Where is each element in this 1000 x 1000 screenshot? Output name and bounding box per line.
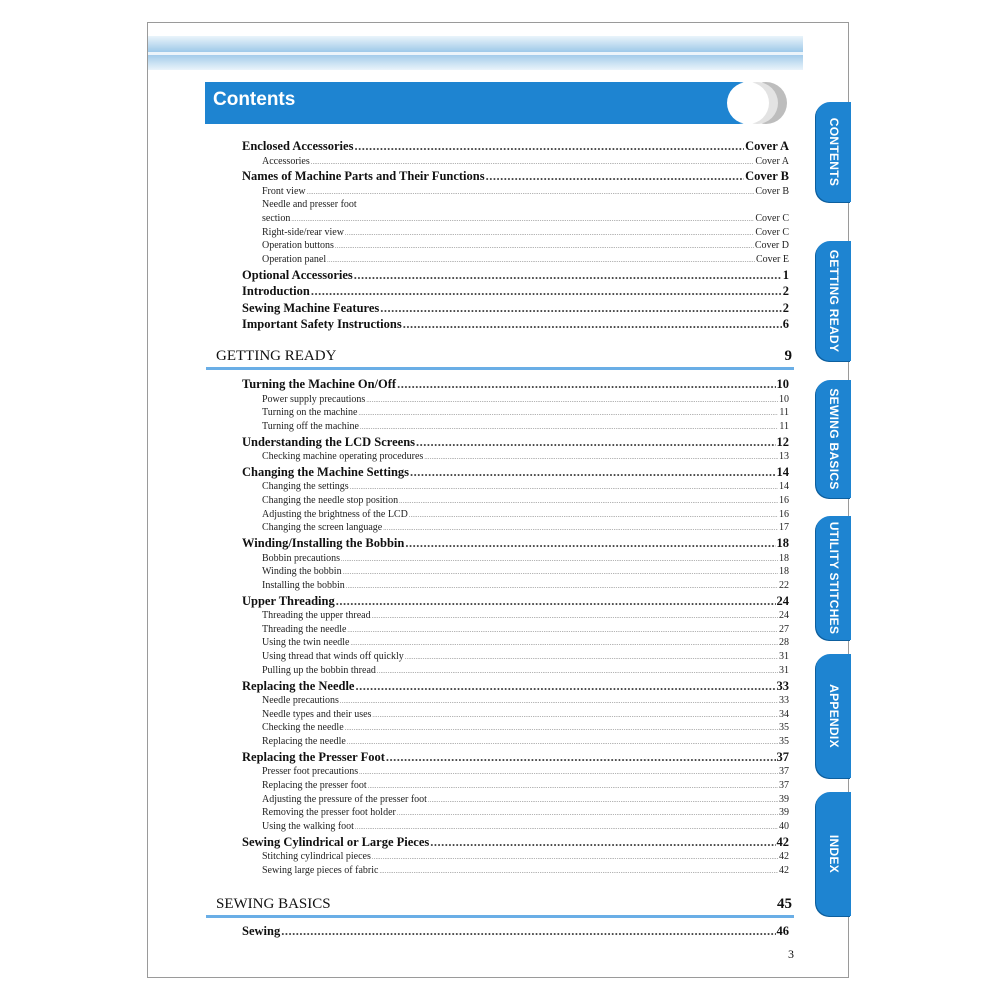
toc-subentry[interactable] [242, 735, 789, 749]
toc-entry-title: Important Safety Instructions [242, 317, 402, 332]
toc-intro-list [242, 138, 789, 333]
toc-entry-title: Winding the bobbin [262, 566, 342, 578]
toc-entry-title: Names of Machine Parts and Their Functions [242, 169, 485, 184]
toc-entry-title: Adjusting the brightness of the LCD [262, 508, 408, 520]
dot-leader [358, 408, 778, 420]
toc-entry-page: 13 [779, 451, 789, 463]
toc-entry-title: Threading the upper thread [262, 610, 371, 622]
toc-entry-page: Cover E [755, 254, 789, 266]
toc-entry-title: Checking the needle [262, 722, 344, 734]
dot-leader [345, 723, 778, 735]
dot-leader [486, 168, 745, 185]
toc-entry-page: 16 [779, 508, 789, 520]
toc-entry-title: Needle and presser foot [262, 199, 357, 211]
toc-subentry[interactable] [242, 494, 789, 508]
toc-entry-page: 39 [779, 793, 789, 805]
toc-entry[interactable] [242, 593, 789, 610]
toc-subentry[interactable] [242, 226, 789, 240]
toc-entry[interactable] [242, 138, 789, 155]
toc-subentry[interactable] [242, 721, 789, 735]
toc-entry-title: Front view [262, 185, 306, 197]
toc-subentry[interactable] [242, 480, 789, 494]
dot-leader [359, 767, 778, 779]
toc-subentry[interactable] [242, 779, 789, 793]
tab-sewing-basics[interactable] [816, 380, 851, 498]
toc-entry-page: 11 [779, 407, 789, 419]
toc-entry-title: Turning on the machine [262, 407, 358, 419]
toc-entry-title: Turning off the machine [262, 420, 359, 432]
dot-leader [383, 523, 778, 535]
toc-entry-page: 1 [782, 267, 789, 282]
toc-entry-title: Removing the presser foot holder [262, 807, 396, 819]
toc-entry-title: Changing the needle stop position [262, 494, 399, 506]
toc-subentry[interactable] [242, 552, 789, 566]
dot-leader [327, 255, 755, 267]
dot-leader [345, 228, 754, 240]
dot-leader [368, 781, 778, 793]
dot-leader [405, 652, 778, 664]
dot-leader [377, 666, 778, 678]
toc-subentry[interactable] [242, 579, 789, 593]
toc-entry-title: Enclosed Accessories [242, 139, 354, 153]
toc-entry-page: 22 [779, 579, 789, 591]
dot-leader [399, 496, 778, 508]
tab-label: SEWING BASICS [826, 388, 841, 490]
section-rule [206, 367, 794, 370]
dot-leader [340, 696, 778, 708]
toc-subentry[interactable] [242, 508, 789, 522]
toc-subentry[interactable] [242, 239, 789, 253]
dot-leader [410, 464, 775, 481]
toc-entry-title: Sewing Machine Features [242, 300, 380, 315]
contents-header-bar [205, 82, 760, 124]
toc-entry-title: Needle types and their uses [262, 708, 372, 720]
page-number: 3 [788, 947, 794, 961]
toc-entry-page: 14 [779, 481, 789, 493]
toc-entry-page: 24 [779, 610, 789, 622]
toc-subentry[interactable] [242, 650, 789, 664]
toc-entry-title: Turning the Machine On/Off [242, 377, 397, 391]
dot-leader [311, 283, 782, 300]
toc-entry-title: Sewing large pieces of fabric [262, 864, 379, 876]
tab-utility-stitches[interactable] [816, 516, 851, 640]
toc-entry-page: 27 [779, 623, 789, 635]
toc-entry-title: Sewing Cylindrical or Large Pieces [242, 834, 430, 849]
toc-entry-page: 37 [779, 766, 789, 778]
toc-entry-title: Power supply precautions [262, 393, 366, 405]
dot-leader [380, 300, 781, 317]
dot-leader [341, 554, 778, 566]
toc-entry-page: 37 [776, 749, 789, 764]
toc-entry-title: Changing the Machine Settings [242, 464, 410, 479]
toc-entry-title: Right-side/rear view [262, 226, 344, 238]
toc-entry[interactable] [242, 749, 789, 766]
dot-leader [405, 535, 775, 552]
decorative-header-band [148, 36, 803, 70]
toc-subentry[interactable] [242, 864, 789, 878]
toc-entry-page: 33 [779, 695, 789, 706]
toc-entry-page: 14 [776, 464, 789, 479]
dot-leader [355, 822, 778, 834]
toc-entry-page: Cover C [755, 226, 789, 238]
toc-subentry[interactable] [242, 521, 789, 535]
toc-subentry[interactable] [242, 636, 789, 650]
dot-leader [291, 214, 754, 226]
toc-subentry[interactable] [242, 198, 789, 212]
toc-entry-page: 18 [779, 552, 789, 564]
dot-leader [386, 749, 776, 766]
toc-entry-page: Cover B [755, 185, 789, 197]
toc-entry-page: 37 [779, 779, 789, 791]
toc-entry-title: section [262, 213, 291, 225]
dot-leader [397, 808, 778, 820]
toc-entry[interactable] [242, 464, 789, 481]
tab-index[interactable] [816, 792, 851, 916]
toc-entry-page: 18 [776, 536, 789, 550]
section-page: 45 [777, 896, 792, 912]
toc-entry-page: 34 [779, 708, 789, 720]
dot-leader [430, 834, 775, 851]
toc-entry-title: Understanding the LCD Screens [242, 434, 416, 449]
toc-entry-title: Using the walking foot [262, 821, 354, 832]
toc-subentry[interactable] [242, 212, 789, 226]
toc-entry-page: Cover D [754, 240, 789, 252]
dot-leader [416, 434, 775, 451]
toc-subentry[interactable] [242, 450, 789, 464]
dot-leader [372, 611, 778, 623]
tab-label: APPENDIX [826, 684, 841, 748]
toc-entry-title: Replacing the presser foot [262, 779, 367, 791]
toc-subentry[interactable] [242, 820, 789, 834]
toc-entry-title: Replacing the Presser Foot [242, 749, 385, 764]
dot-leader [307, 187, 755, 199]
dot-leader [366, 395, 778, 407]
dot-leader [311, 157, 755, 169]
tab-label: UTILITY STITCHES [826, 521, 841, 635]
dot-leader [409, 510, 778, 522]
dot-leader [379, 866, 778, 878]
toc-entry-page: 33 [776, 678, 789, 693]
toc-entry-page: 2 [782, 300, 789, 315]
page-title: Contents [213, 89, 296, 110]
toc-entry-page: 42 [779, 864, 789, 876]
toc-sewing-basics-list [242, 923, 789, 940]
dot-leader [346, 581, 778, 593]
toc-entry-title: Winding/Installing the Bobbin [242, 536, 405, 550]
toc-entry-title: Stitching cylindrical pieces [262, 851, 371, 863]
toc-entry-page: 31 [779, 651, 789, 663]
toc-entry-page: Cover A [745, 139, 789, 153]
toc-subentry[interactable] [242, 623, 789, 637]
section-page: 9 [784, 348, 792, 364]
section-name: GETTING READY [216, 348, 337, 364]
toc-entry-title: Introduction [242, 284, 310, 299]
toc-entry-page: 42 [776, 834, 789, 849]
toc-subentry[interactable] [242, 806, 789, 820]
dot-leader [397, 376, 775, 393]
toc-entry-title: Bobbin precautions [262, 552, 341, 564]
toc-subentry[interactable] [242, 793, 789, 807]
toc-subentry[interactable] [242, 253, 789, 267]
toc-entry-page: 35 [779, 722, 789, 734]
toc-entry-page: 16 [779, 494, 789, 506]
toc-entry-page: 10 [776, 377, 789, 391]
toc-entry-title: Accessories [262, 155, 310, 167]
toc-subentry[interactable] [242, 565, 789, 579]
tab-appendix[interactable] [816, 654, 851, 778]
dot-leader [350, 638, 778, 650]
section-heading-sewing-basics[interactable] [206, 894, 794, 918]
toc-entry-page: 28 [779, 637, 789, 649]
toc-subentry[interactable] [242, 664, 789, 678]
dot-leader [281, 923, 775, 940]
toc-entry-page: 39 [779, 807, 789, 819]
dot-leader [343, 567, 778, 579]
toc-entry-title: Presser foot precautions [262, 766, 359, 778]
tab-label: GETTING READY [826, 249, 841, 353]
toc-entry[interactable] [242, 434, 789, 451]
toc-entry-title: Replacing the needle [262, 736, 346, 748]
toc-entry-page: 2 [782, 284, 789, 299]
dot-leader [350, 482, 778, 494]
toc-subentry[interactable] [242, 155, 789, 169]
toc-subentry[interactable] [242, 765, 789, 779]
toc-entry-page: 17 [779, 522, 789, 534]
toc-entry[interactable] [242, 834, 789, 851]
toc-entry-page: 31 [779, 664, 789, 676]
toc-entry-page: Cover A [755, 155, 789, 167]
toc-entry[interactable] [242, 300, 789, 317]
dot-leader [428, 795, 778, 807]
toc-entry-page: 6 [782, 317, 789, 332]
toc-entry-title: Replacing the Needle [242, 678, 355, 693]
dot-leader [372, 710, 778, 722]
dot-leader [372, 852, 778, 864]
toc-subentry[interactable] [242, 406, 789, 420]
dot-leader [403, 316, 782, 333]
toc-entry-page: 24 [776, 593, 789, 608]
toc-entry-page: 40 [779, 821, 789, 832]
tab-getting-ready[interactable] [816, 241, 851, 361]
toc-entry-title: Upper Threading [242, 593, 335, 608]
toc-entry-page: Cover B [745, 169, 789, 184]
toc-entry[interactable] [242, 678, 789, 695]
tab-label: CONTENTS [826, 117, 841, 187]
toc-subentry[interactable] [242, 850, 789, 864]
section-name: SEWING BASICS [216, 896, 331, 912]
toc-entry-title: Operation buttons [262, 240, 334, 252]
toc-subentry[interactable] [242, 694, 789, 708]
toc-entry-title: Changing the settings [262, 481, 349, 493]
toc-entry-title: Checking machine operating procedures [262, 451, 424, 463]
tab-contents[interactable] [816, 102, 851, 202]
section-heading-getting-ready[interactable] [206, 346, 794, 370]
toc-entry-title: Changing the screen language [262, 522, 383, 534]
toc-subentry[interactable] [242, 708, 789, 722]
toc-entry[interactable] [242, 376, 789, 393]
toc-entry[interactable] [242, 168, 789, 185]
toc-entry-title: Pulling up the bobbin thread [262, 664, 376, 676]
toc-entry-page: 18 [779, 566, 789, 578]
toc-entry-page: 10 [779, 393, 789, 405]
dot-leader [336, 593, 776, 610]
toc-entry-title: Threading the needle [262, 623, 347, 635]
dot-leader [347, 737, 778, 749]
tab-label: INDEX [826, 834, 841, 874]
toc-entry-title: Installing the bobbin [262, 579, 345, 591]
toc-entry-title: Using the twin needle [262, 637, 350, 649]
dot-leader [354, 138, 744, 155]
toc-getting-ready-list [242, 376, 789, 878]
toc-entry[interactable] [242, 535, 789, 552]
toc-entry-title: Needle precautions [262, 695, 339, 706]
section-rule [206, 915, 794, 918]
toc-entry[interactable] [242, 923, 789, 940]
toc-entry[interactable] [242, 267, 789, 284]
toc-entry-title: Adjusting the pressure of the presser foot [262, 793, 427, 805]
toc-entry-page: 11 [779, 420, 789, 432]
toc-entry[interactable] [242, 283, 789, 300]
toc-subentry[interactable] [242, 393, 789, 407]
toc-entry[interactable] [242, 316, 789, 333]
manual-page [147, 22, 849, 978]
toc-entry-page: Cover C [755, 213, 789, 225]
toc-subentry[interactable] [242, 185, 789, 199]
dot-leader [355, 678, 775, 695]
toc-entry-page: 46 [776, 924, 789, 938]
toc-entry-title: Optional Accessories [242, 267, 353, 282]
toc-entry-title: Sewing [242, 924, 281, 938]
dot-leader [354, 267, 782, 284]
toc-entry-page: 42 [779, 851, 789, 863]
toc-entry-title: Operation panel [262, 254, 327, 266]
dot-leader [335, 241, 754, 253]
toc-subentry[interactable] [242, 420, 789, 434]
dot-leader [347, 625, 778, 637]
toc-entry-page: 35 [779, 736, 789, 748]
toc-subentry[interactable] [242, 609, 789, 623]
toc-entry-page: 12 [776, 434, 789, 449]
dot-leader [424, 452, 778, 464]
header-swoosh-graphic-inner [727, 82, 769, 124]
toc-entry-title: Using thread that winds off quickly [262, 651, 404, 663]
dot-leader [360, 422, 778, 434]
